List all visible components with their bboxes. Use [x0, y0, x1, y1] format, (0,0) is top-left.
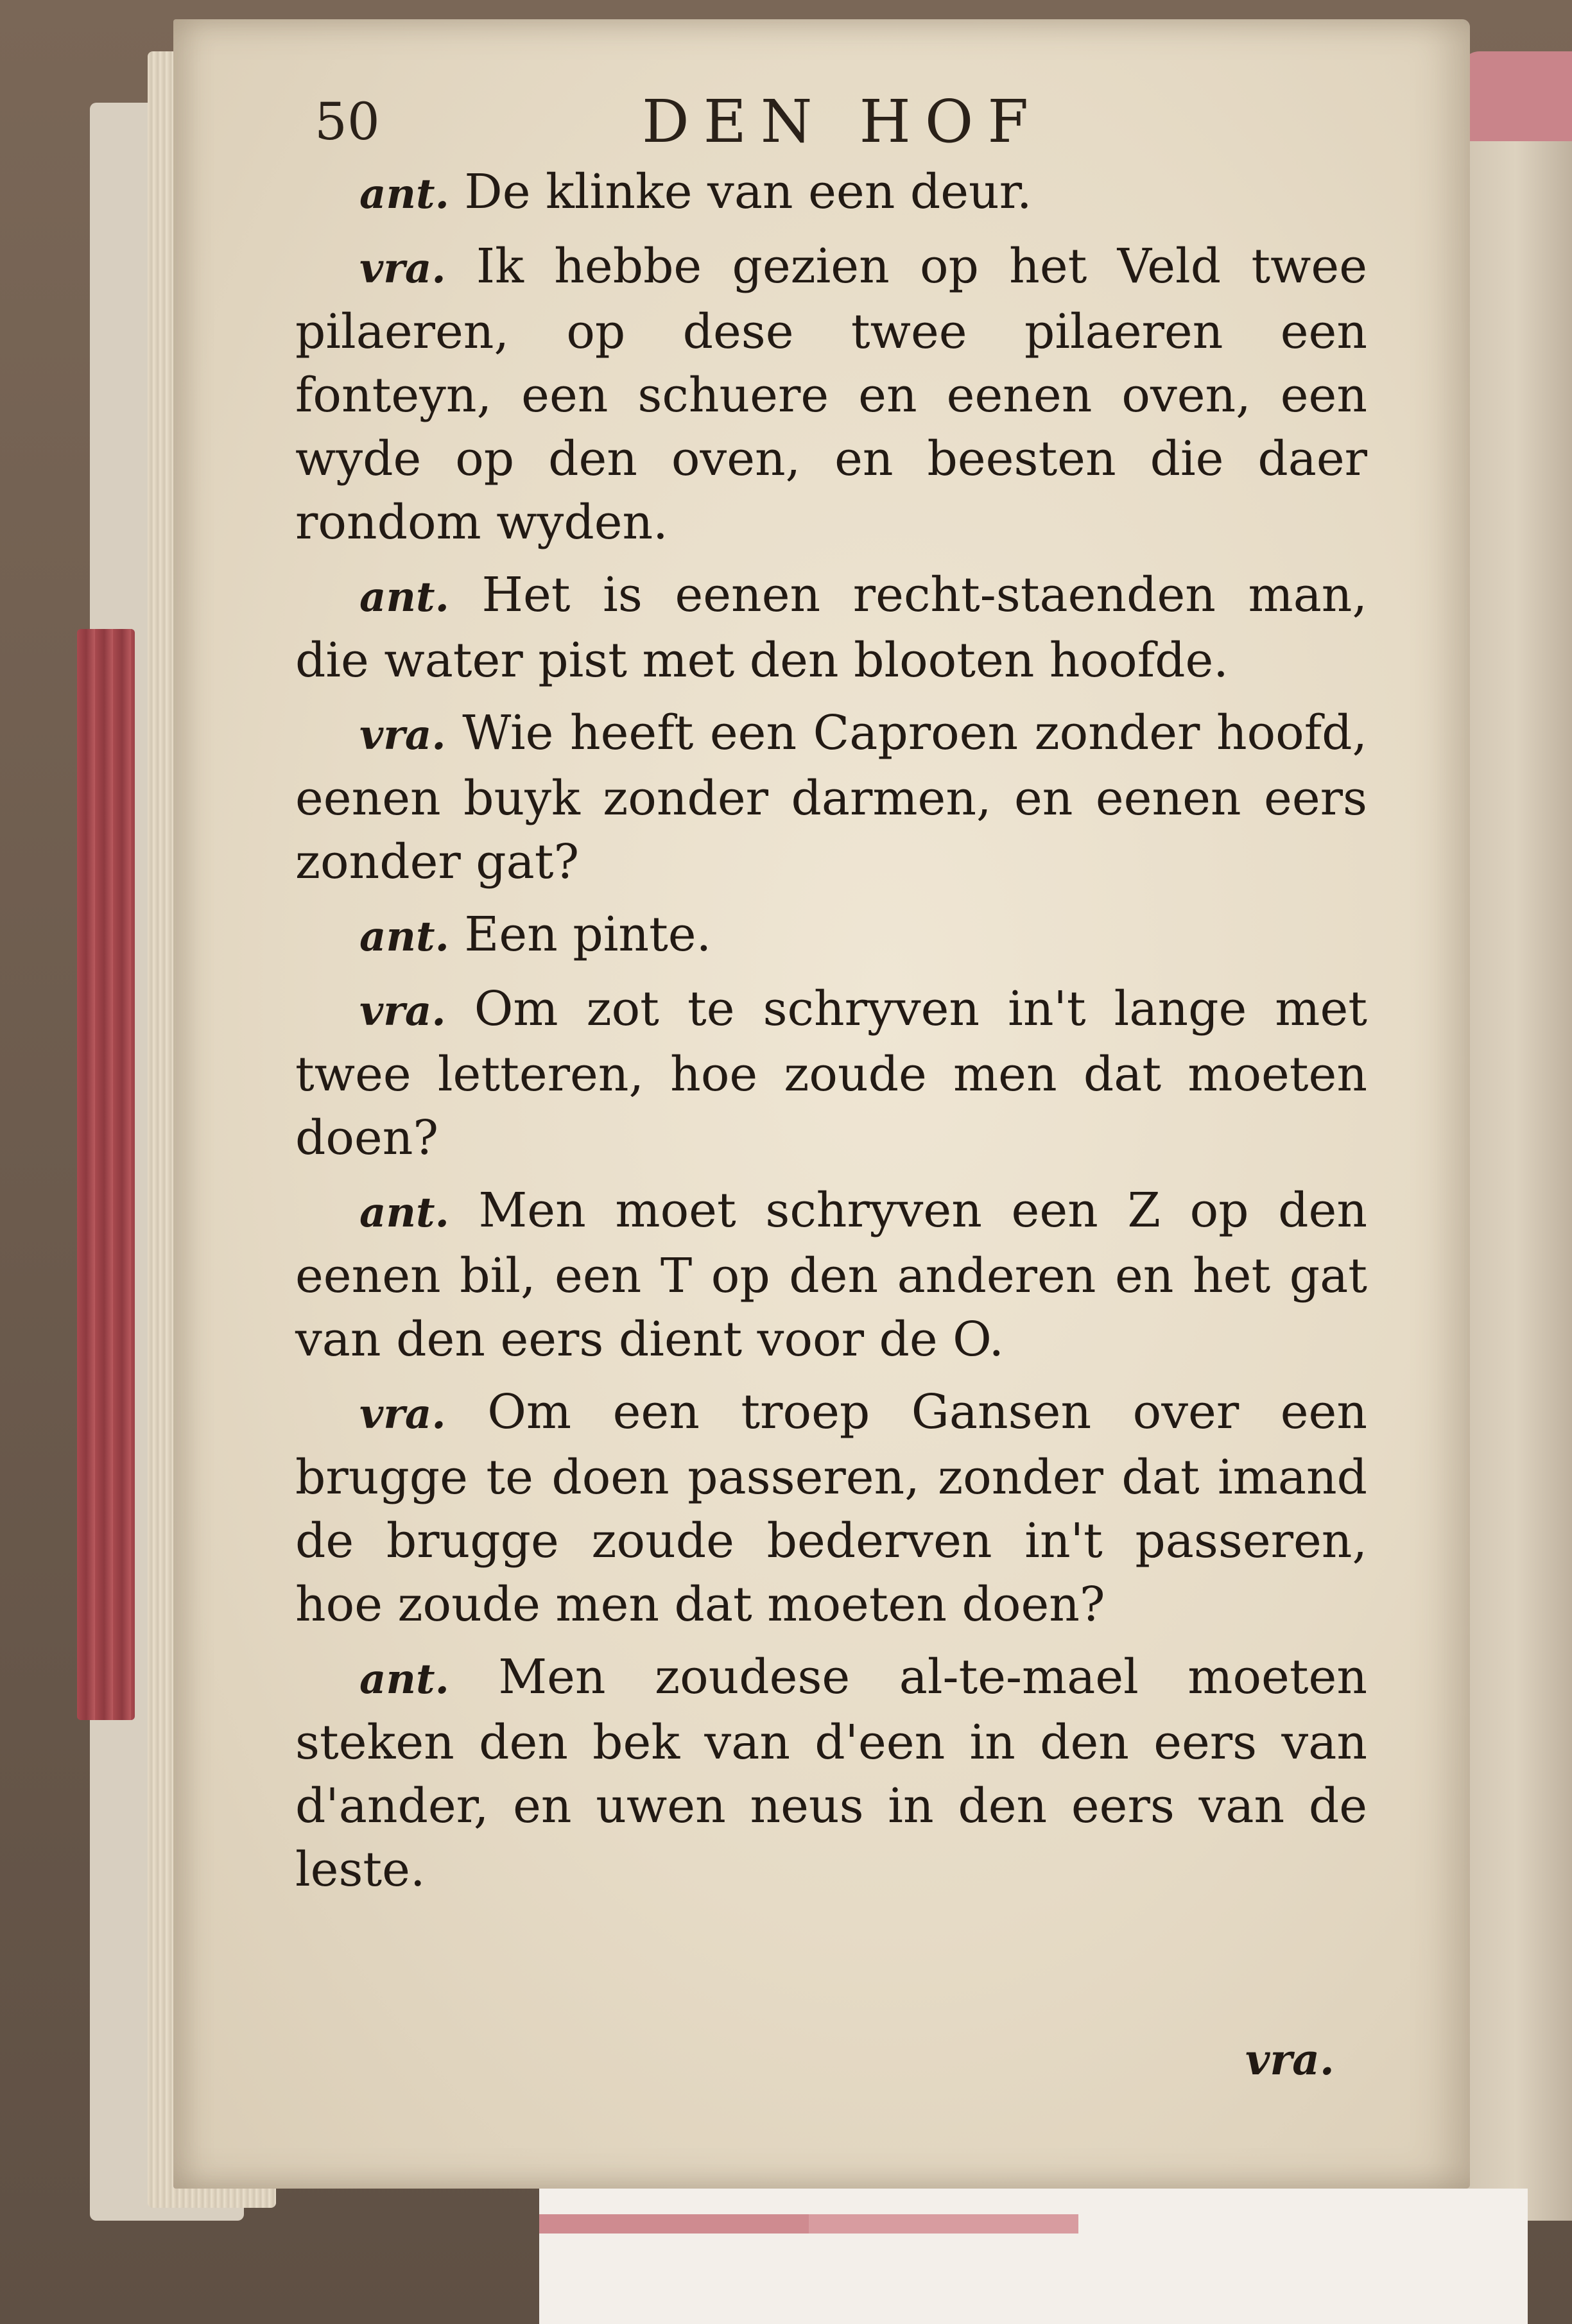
paragraph-text: Ik hebbe gezien op het Veld twee pilaeren, op dese twee pilaeren een fonteyn, een schuere en eenen oven, een wyde op den oven, en beesten die daer rondom wyden.	[295, 239, 1368, 550]
page-text	[295, 160, 1367, 1911]
paragraph-text: Een pinte.	[464, 907, 712, 962]
page-header	[315, 83, 1367, 160]
paragraph-text: Om zot te schryven in't lange met twee letteren, hoe zoude men dat moeten doen?	[295, 981, 1367, 1166]
speaker-label: vra.	[359, 987, 446, 1035]
paragraph	[295, 977, 1367, 1170]
catchword: vra.	[1245, 2035, 1334, 2085]
paragraph-text: Men zoudese al-te-mael moeten steken den bek van d'een in den eers van d'ander, en uwen neus in den eers van de leste.	[295, 1649, 1367, 1897]
page-bottom-edge	[809, 2214, 1078, 2234]
paragraph	[295, 1381, 1367, 1637]
paragraph-text: Om een troep Gansen over een brugge te doen passeren, zonder dat imand de brugge zoude bederven in't passeren, hoe zoude men dat moeten doen?	[295, 1384, 1367, 1632]
paragraph-text: De klinke van een deur.	[464, 164, 1032, 219]
speaker-label: vra.	[359, 1390, 446, 1438]
book-spine	[77, 629, 135, 1720]
paragraph	[295, 564, 1367, 693]
page-bottom-backdrop	[539, 2189, 1528, 2324]
page-number: 50	[315, 92, 380, 151]
speaker-label: ant.	[359, 913, 449, 961]
speaker-label: vra.	[359, 245, 446, 293]
speaker-label: ant.	[359, 1655, 449, 1703]
paragraph-text: Men moet schryven een Z op den eenen bil, een T op den anderen en het gat van den eers dient voor de O.	[295, 1183, 1367, 1367]
paragraph	[295, 1179, 1367, 1372]
paragraph	[295, 1646, 1367, 1902]
facing-cover-corner	[1460, 51, 1572, 141]
paragraph	[295, 702, 1367, 894]
speaker-label: ant.	[359, 1189, 449, 1237]
page-bottom-edge	[539, 2214, 809, 2234]
paragraph-text: Het is eenen recht-staenden man, die water pist met den blooten hoofde.	[295, 567, 1367, 688]
running-head: DEN HOF	[642, 87, 1043, 156]
speaker-label: vra.	[359, 711, 446, 759]
paragraph	[295, 160, 1367, 226]
speaker-label: ant.	[359, 170, 449, 218]
paragraph	[295, 235, 1367, 555]
speaker-label: ant.	[359, 573, 449, 621]
paragraph	[295, 903, 1367, 968]
paragraph-text: Wie heeft een Caproen zonder hoofd, eenen buyk zonder darmen, en eenen eers zonder gat?	[295, 705, 1367, 890]
